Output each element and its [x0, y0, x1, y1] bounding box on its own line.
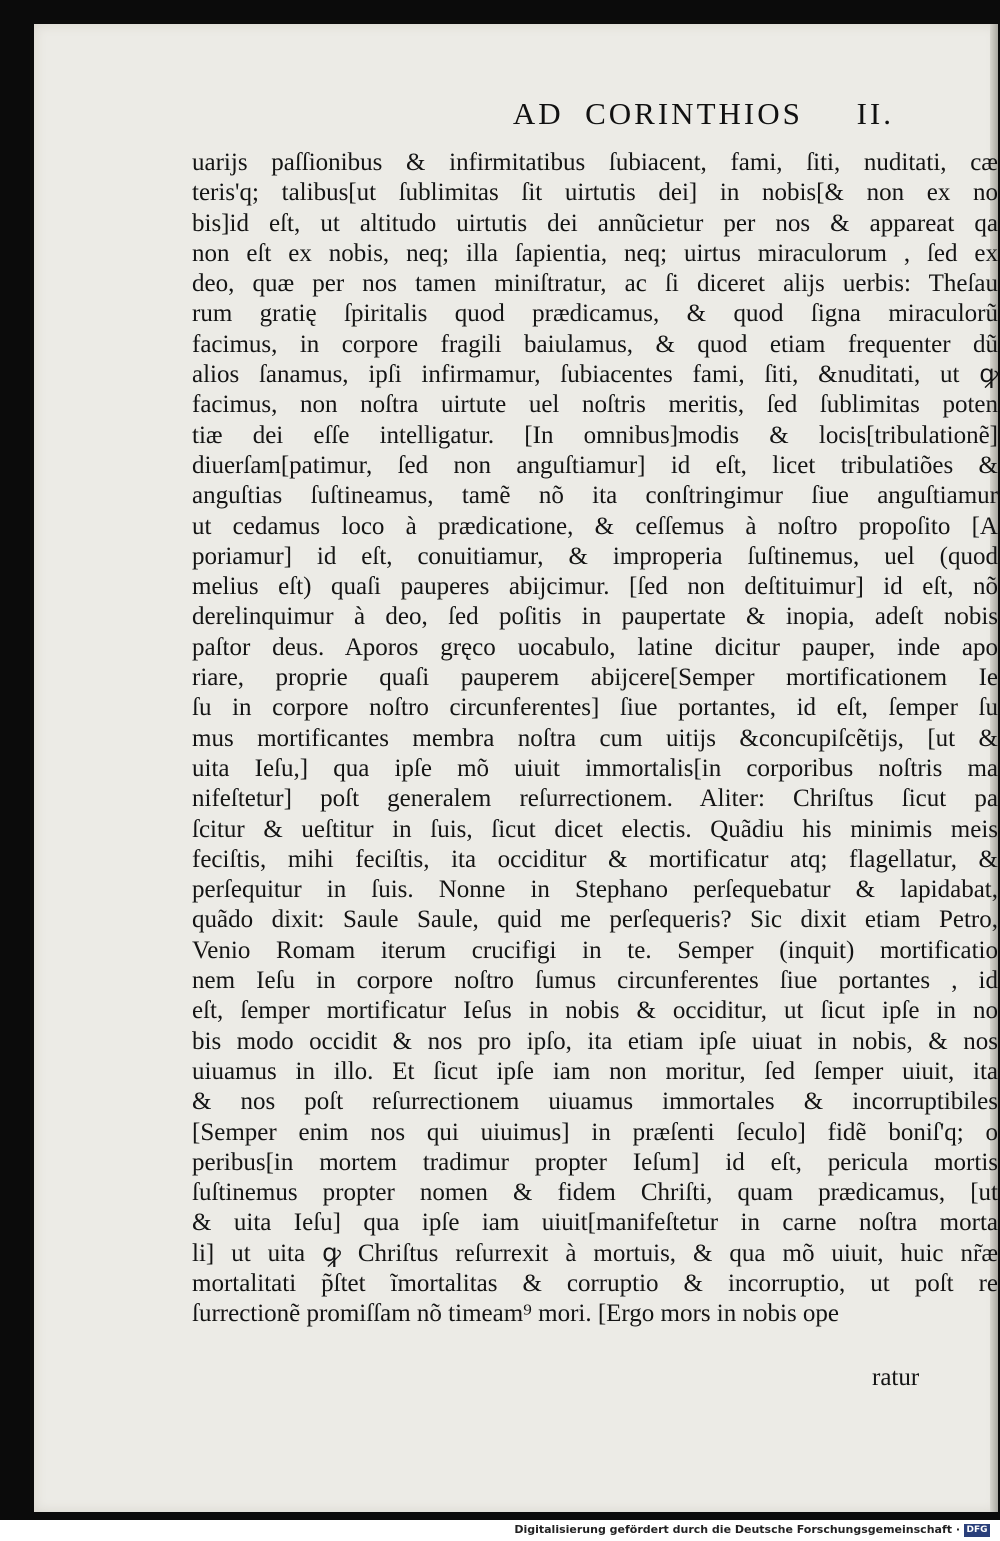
text-line: riare, proprie quaſi pauperem abijcere[Semper mortificationem Ie [192, 664, 998, 692]
text-line: uiuamus in illo. Et ſicut ipſe iam non moritur, ſed ſemper uiuit, ita [192, 1057, 998, 1085]
text-line: rum gratię ſpiritalis quod prædicamus, & quod ſigna miraculorũ [192, 300, 998, 328]
text-line: nem Ieſu in corpore noſtro ſumus circunferentes ſiue portantes , id [192, 967, 998, 995]
text-line: non eſt ex nobis, neq; illa ſapientia, neq; uirtus miraculorum , ſed ex [192, 239, 998, 267]
text-line: uita Ieſu,] qua ipſe mõ uiuit immortalis[in corporibus noſtris ma [192, 754, 998, 782]
text-line: & nos poſt reſurrectionem uiuamus immortales & incorruptibiles [192, 1088, 998, 1116]
text-line: mortalitati p̃ſtet ĩmortalitas & corruptio & incorruptio, ut poſt re [192, 1269, 998, 1297]
text-line: ſurrectionẽ promiſſam nõ timeam⁹ mori. [Ergo mors in nobis ope [192, 1300, 840, 1328]
text-line: bis]id eſt, ut altitudo uirtutis dei annũcietur per nos & appareat qa [192, 209, 998, 237]
text-line: quãdo dixit: Saule Saule, quid me perſequeris? Sic dixit etiam Petro, [192, 906, 998, 934]
text-line: [Semper enim nos qui uiuimus] in præſenti ſeculo] fidẽ boniſ'q; o [192, 1118, 998, 1146]
text-line: diuerſam[patimur, ſed non anguſtiamur] id eſt, licet tribulatiões & [192, 451, 998, 479]
text-line: nifeſtetur] poſt generalem reſurrectionem. Aliter: Chriſtus ſicut pa [192, 785, 998, 813]
text-line: alios ſanamus, ipſi infirmamur, ſubiacentes fami, ſiti, &nuditati, ut ꝙ [192, 361, 998, 389]
text-line: & uita Ieſu] qua ipſe iam uiuit[manifeſtetur in carne noſtra morta [192, 1209, 998, 1237]
text-line: ſu in corpore noſtro circunferentes] ſiue portantes, id eſt, ſemper ſu [192, 694, 998, 722]
text-line: derelinquimur à deo, ſed poſitis in paupertate & inopia, adeſt nobis [192, 603, 998, 631]
body-text [192, 148, 998, 1330]
text-line: perſequitur in ſuis. Nonne in Stephano perſequebatur & lapidabat, [192, 876, 998, 904]
running-head: AD CORINTHIOS II. [512, 96, 894, 131]
text-line: peribus[in mortem tradimur propter Ieſum] id eſt, pericula mortis [192, 1148, 998, 1176]
text-line: ſuſtinemus propter nomen & fidem Chriſti, quam prædicamus, [ut [192, 1179, 998, 1207]
text-line: ut cedamus loco à prædicatione, & ceſſemus à noſtro propoſito [A [192, 512, 998, 540]
text-line: bis modo occidit & nos pro ipſo, ita etiam ipſe uiuat in nobis, & nos [192, 1027, 998, 1055]
text-line: li] ut uita ꝙ Chriſtus reſurrexit à mortuis, & qua mõ uiuit, huic nr̃æ [192, 1239, 998, 1267]
text-line: teris'q; talibus[ut ſublimitas ſit uirtutis dei] in nobis[& non ex no [192, 179, 998, 207]
dfg-logo-icon: DFG [964, 1524, 990, 1537]
text-line: facimus, in corpore fragili baiulamus, & quod etiam frequenter dũ [192, 330, 998, 358]
catchword: ratur [872, 1364, 920, 1391]
book-page [34, 24, 998, 1512]
text-line: ſcitur & ueſtitur in ſuis, ſicut dicet electis. Quãdiu his minimis meis [192, 815, 998, 843]
text-line: deo, quæ per nos tamen miniſtratur, ac ſi diceret alijs uerbis: Theſau [192, 270, 998, 298]
text-line: facimus, non noſtra uirtute uel noſtris meritis, ſed ſublimitas poten [192, 391, 998, 419]
text-line: eſt, ſemper mortificatur Ieſus in nobis & occiditur, ut ſicut ipſe in no [192, 997, 998, 1025]
text-line: mus mortificantes membra noſtra cum uitijs &concupiſcẽtijs, [ut & [192, 724, 998, 752]
text-line: melius eſt) quaſi pauperes abijcimur. [ſed non deſtituimur] id eſt, nõ [192, 573, 998, 601]
funding-credit: Digitalisierung gefördert durch die Deutsche Forschungsgemeinschaft · [514, 1523, 960, 1536]
text-line: Venio Romam iterum crucifigi in te. Semper (inquit) mortificatio [192, 936, 998, 964]
footer-bar [0, 1520, 1000, 1541]
text-line: anguſtias ſuſtineamus, tamẽ nõ ita conſtringimur ſiue anguſtiamur [192, 482, 998, 510]
text-line: poriamur] id eſt, conuitiamur, & improperia ſuſtinemus, uel (quod [192, 542, 998, 570]
text-line: uarijs paſſionibus & infirmitatibus ſubiacent, fami, ſiti, nuditati, cæ [192, 149, 998, 176]
text-line: tiæ dei eſſe intelligatur. [In omnibus]modis & locis[tribulationẽ] [192, 421, 998, 449]
text-line: feciſtis, mihi feciſtis, ita occiditur & mortificatur atq; flagellatur, & [192, 845, 998, 873]
text-line: paſtor deus. Aporos gręco uocabulo, latine dicitur pauper, inde apo [192, 633, 998, 661]
